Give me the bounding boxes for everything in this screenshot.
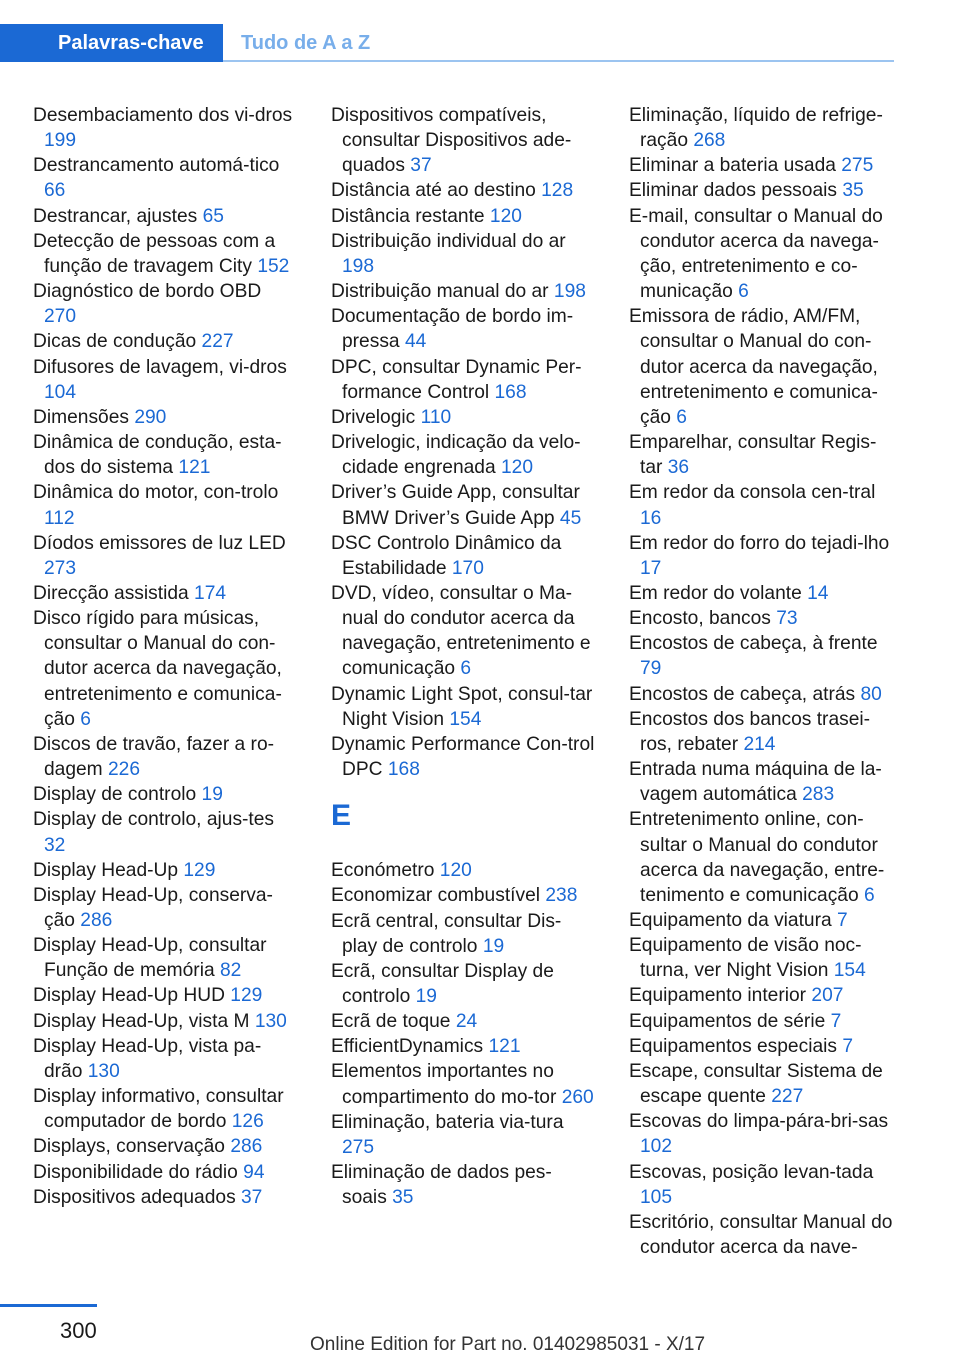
index-column-3: [629, 103, 897, 1260]
index-entry: [331, 1110, 596, 1160]
page-reference-link[interactable]: 24: [455, 1011, 478, 1033]
index-entry-term: Dynamic Light Spot, consul-tar Night Vision: [331, 683, 593, 730]
tab-a-to-z[interactable]: Tudo de A a Z: [241, 32, 371, 54]
index-entry-term: Ecrã central, consultar Dis-play de controlo: [331, 910, 562, 957]
index-entry: [629, 204, 897, 305]
index-entry: [33, 329, 298, 354]
page-reference-link[interactable]: 19: [415, 986, 437, 1007]
page-reference-link[interactable]: 35: [392, 1187, 414, 1209]
page-reference-link[interactable]: 104: [44, 381, 77, 403]
index-entry: [331, 682, 596, 732]
index-entry: [331, 1009, 596, 1034]
index-entry-term: Display Head-Up HUD: [33, 985, 225, 1007]
page-reference-link[interactable]: 286: [80, 910, 113, 931]
index-entry-term: Em redor da consola cen-tral: [629, 482, 876, 504]
index-entry-term: Equipamentos especiais: [629, 1035, 837, 1057]
page-reference-link[interactable]: 130: [254, 1010, 287, 1032]
page-reference-link[interactable]: 129: [183, 859, 216, 881]
page-reference-link[interactable]: 226: [108, 759, 141, 781]
section-letter-e: E: [331, 799, 352, 833]
index-entry-term: Displays, conservação: [33, 1136, 225, 1158]
index-entry: [331, 581, 596, 682]
page-reference-link[interactable]: 45: [559, 507, 582, 529]
page-reference-link[interactable]: 80: [860, 683, 882, 705]
index-entry: [629, 707, 897, 757]
index-entry-term: Dimensões: [33, 406, 129, 428]
index-entry: [33, 153, 298, 203]
tab-keywords[interactable]: Palavras-chave: [0, 24, 223, 62]
index-entry: [629, 178, 897, 203]
page-reference-link[interactable]: 44: [404, 331, 427, 353]
page-number-rule: [0, 1304, 97, 1307]
index-entry: [629, 581, 897, 606]
index-entry-term: Display Head-Up, vista M: [33, 1010, 250, 1032]
page-reference-link[interactable]: 73: [776, 608, 798, 630]
index-entry-term: Emparelhar, consultar Regis-tar: [629, 432, 877, 479]
page-reference-link[interactable]: 275: [342, 1136, 375, 1158]
page-reference-link[interactable]: 17: [640, 557, 662, 579]
index-entry-term: Eliminação, líquido de refrige-ração: [629, 105, 883, 152]
page-reference-link[interactable]: 94: [243, 1161, 265, 1183]
page-number: 300: [60, 1318, 97, 1343]
index-entry-term: Entretenimento online, con-sultar o Manual do condutor acerca da navegação, entre-tenimento e comunicação: [629, 809, 885, 906]
index-entry: [331, 304, 596, 354]
index-entry-term: Distribuição manual do ar: [331, 281, 549, 303]
index-entry: [629, 983, 897, 1008]
page-reference-link[interactable]: 174: [194, 582, 227, 604]
page-reference-link[interactable]: 260: [561, 1086, 594, 1108]
index-entry: [331, 204, 596, 229]
index-column-2: [331, 103, 596, 1210]
index-entry-term: Equipamento de visão noc-turna, ver Night Vision: [629, 935, 862, 982]
index-entry: [33, 204, 298, 229]
page-reference-link[interactable]: 14: [807, 582, 829, 604]
index-entry-term: Desembaciamento dos vi-dros: [33, 105, 293, 126]
index-entry-term: Dicas de condução: [33, 331, 197, 353]
index-entry-term: Destrancamento automá-tico: [33, 155, 280, 177]
index-entry-term: Eliminar a bateria usada: [629, 155, 836, 177]
index-entry-term: Difusores de lavagem, vi-dros: [33, 356, 287, 378]
index-entry: [33, 858, 298, 883]
index-entry-term: Encostos de cabeça, à frente: [629, 633, 878, 655]
page-reference-link[interactable]: 7: [830, 1010, 842, 1032]
index-entry-term: Encostos de cabeça, atrás: [629, 683, 856, 705]
index-entry: [33, 933, 298, 983]
index-entry: [33, 531, 298, 581]
index-entry: [33, 1034, 298, 1084]
index-entry-term: Direcção assistida: [33, 582, 189, 604]
page-reference-link[interactable]: 110: [420, 406, 452, 428]
index-entry-term: Eliminar dados pessoais: [629, 180, 837, 202]
page-reference-link[interactable]: 66: [44, 180, 66, 202]
page-reference-link[interactable]: 19: [201, 784, 223, 806]
index-entry-term: Emissora de rádio, AM/FM, consultar o Manual do con-dutor acerca da navegação, entretenimento e comunica-ção: [629, 306, 878, 428]
index-entry: [331, 732, 596, 782]
index-entry-term: Em redor do forro do tejadi-lho: [629, 532, 890, 554]
index-entry-term: Díodos emissores de luz LED: [33, 532, 286, 554]
index-entry: [629, 430, 897, 480]
index-entry: [629, 1210, 897, 1260]
page-reference-link[interactable]: 198: [342, 255, 375, 277]
index-entry-term: Em redor do volante: [629, 582, 802, 604]
index-entry: [33, 606, 298, 732]
index-entry: [33, 1009, 298, 1034]
index-entry-term: Escritório, consultar Manual do condutor acerca da nave-: [629, 1211, 893, 1259]
index-entry: [629, 153, 897, 178]
index-entry-term: Escape, consultar Sistema de escape quente: [629, 1060, 883, 1108]
index-entry-term: Dinâmica de condução, esta-dos do sistema: [33, 432, 282, 479]
page-reference-link[interactable]: 290: [134, 406, 167, 428]
page-reference-link[interactable]: 199: [44, 130, 77, 152]
index-entry: [331, 883, 596, 908]
index-entry-term: Display Head-Up, consultar Função de memória: [33, 935, 267, 982]
index-entry: [629, 682, 897, 707]
page-reference-link[interactable]: 283: [802, 784, 835, 806]
index-entry: [629, 480, 897, 530]
page-reference-link[interactable]: 170: [451, 557, 484, 579]
index-entry: [629, 531, 897, 581]
page-reference-link[interactable]: 286: [230, 1136, 263, 1158]
index-entry-term: Dispositivos adequados: [33, 1186, 236, 1208]
page-reference-link[interactable]: 126: [231, 1111, 264, 1133]
index-entry: [33, 430, 298, 480]
page-reference-link[interactable]: 128: [541, 180, 574, 202]
index-entry-term: Disponibilidade do rádio: [33, 1161, 238, 1183]
index-entry: [629, 1009, 897, 1034]
index-entry-term: Eliminação de dados pes-soais: [331, 1162, 552, 1209]
index-entry: [331, 531, 596, 581]
index-entry-term: EfficientDynamics: [331, 1036, 484, 1058]
index-entry: [629, 631, 897, 681]
index-column-1: [33, 103, 298, 1210]
page-reference-link[interactable]: 6: [676, 406, 687, 428]
index-entry: [331, 405, 596, 430]
index-entry: [331, 1034, 596, 1059]
page-reference-link[interactable]: 79: [640, 658, 662, 680]
header-tabs: [0, 0, 894, 62]
page-reference-link[interactable]: 168: [387, 759, 420, 781]
index-entry: [629, 908, 897, 933]
index-entry: [33, 807, 298, 857]
index-entry: [33, 405, 298, 430]
page-reference-link[interactable]: 154: [833, 960, 866, 982]
index-entry-term: Documentação de bordo im-pressa: [331, 306, 574, 353]
index-entry-term: Equipamento da viatura: [629, 910, 832, 931]
page-reference-link[interactable]: 121: [488, 1036, 521, 1058]
edition-footer: Online Edition for Part no. 01402985031 - X/17: [310, 1334, 706, 1355]
page-reference-link[interactable]: 65: [202, 205, 224, 227]
page-reference-link[interactable]: 152: [257, 255, 290, 277]
page-reference-link[interactable]: 129: [230, 985, 263, 1007]
index-entry: [629, 1109, 897, 1159]
page-reference-link[interactable]: 105: [640, 1186, 673, 1208]
index-entry-term: Detecção de pessoas com a função de travagem City: [33, 230, 276, 277]
page-reference-link[interactable]: 154: [449, 708, 482, 730]
index-entry: [629, 1160, 897, 1210]
index-entry-term: Dynamic Performance Con-trol DPC: [331, 733, 595, 781]
index-entry-term: Display de controlo: [33, 784, 197, 806]
index-entry-term: Display Head-Up: [33, 859, 179, 881]
index-entry: [629, 606, 897, 631]
page-reference-link[interactable]: 37: [410, 155, 432, 177]
index-entry-term: Display Head-Up, conserva-ção: [33, 884, 273, 931]
index-entry: [33, 1084, 298, 1134]
index-entry: [331, 355, 596, 405]
index-entry-term: DVD, vídeo, consultar o Ma-nual do condutor acerca da navegação, entretenimento e comunicação: [331, 582, 591, 680]
page-reference-link[interactable]: 35: [842, 180, 864, 202]
tab-divider-line: [223, 60, 894, 62]
index-entry: [33, 782, 298, 807]
index-entry: [331, 178, 596, 203]
index-entry-term: Eliminação, bateria via-tura: [331, 1111, 564, 1133]
index-entry: [331, 229, 596, 279]
page-reference-link[interactable]: 275: [841, 155, 874, 177]
index-entry: [33, 229, 298, 279]
index-entry: [331, 279, 596, 304]
index-entry-term: Encosto, bancos: [629, 608, 771, 630]
page-reference-link[interactable]: 268: [693, 130, 726, 152]
index-entry: [33, 355, 298, 405]
index-entry: [629, 1034, 897, 1059]
index-entry: [33, 983, 298, 1008]
index-entry-term: Equipamentos de série: [629, 1010, 826, 1032]
index-entry-term: Dispositivos compatíveis, consultar Dispositivos ade-quados: [331, 105, 572, 177]
index-entry: [33, 279, 298, 329]
index-entry: [33, 480, 298, 530]
index-entry: [331, 1059, 596, 1109]
index-entry-term: Driver’s Guide App, consultar BMW Driver’s Guide App: [331, 482, 580, 529]
page-reference-link[interactable]: 36: [667, 457, 690, 479]
index-entry: [331, 909, 596, 959]
index-column-2-e-entries: [331, 858, 596, 1210]
index-entry: [331, 103, 596, 178]
page-reference-link[interactable]: 7: [837, 910, 848, 931]
index-entry-term: Discos de travão, fazer a ro-dagem: [33, 733, 275, 781]
index-entry: [33, 1160, 298, 1185]
page-reference-link[interactable]: 207: [811, 985, 844, 1007]
page-reference-link[interactable]: 112: [44, 507, 75, 529]
index-entry: [629, 807, 897, 908]
index-entry-term: Display de controlo, ajus-tes: [33, 809, 275, 831]
page-reference-link[interactable]: 6: [738, 281, 749, 303]
index-entry: [33, 1185, 298, 1210]
index-entry: [629, 757, 897, 807]
page-reference-link[interactable]: 6: [460, 658, 472, 680]
page-reference-link[interactable]: 120: [489, 205, 522, 227]
index-entry-term: Ecrã, consultar Display de controlo: [331, 960, 554, 1007]
index-entry-term: Económetro: [331, 860, 435, 882]
index-entry-term: Drivelogic: [331, 406, 416, 428]
index-entry: [33, 1134, 298, 1159]
index-entry-term: Escovas do limpa-pára-bri-sas: [629, 1111, 889, 1133]
page-reference-link[interactable]: 6: [864, 884, 875, 906]
page-reference-link[interactable]: 82: [219, 960, 242, 982]
page-reference-link[interactable]: 198: [553, 281, 586, 303]
index-entry-term: Disco rígido para músicas, consultar o Manual do con-dutor acerca da navegação, entretenimento e comunica-ção: [33, 608, 282, 730]
index-entry-term: Entrada numa máquina de la-vagem automática: [629, 759, 882, 806]
index-entry-term: Economizar combustível: [331, 885, 541, 907]
page-reference-link[interactable]: 238: [545, 885, 578, 907]
page-reference-link[interactable]: 120: [500, 457, 533, 479]
index-entry-term: Dinâmica do motor, con-trolo: [33, 482, 279, 504]
page-reference-link[interactable]: 214: [743, 733, 776, 755]
page-reference-link[interactable]: 121: [178, 457, 211, 479]
index-entry-term: Display Head-Up, vista pa-drão: [33, 1035, 262, 1082]
index-entry-term: E-mail, consultar o Manual do condutor acerca da navega-ção, entretenimento e co-municação: [629, 205, 883, 303]
page-reference-link[interactable]: 273: [44, 557, 77, 579]
page-reference-link[interactable]: 6: [80, 708, 91, 730]
index-entry: [331, 480, 596, 530]
index-entry-term: Encostos dos bancos trasei-ros, rebater: [629, 708, 871, 755]
index-entry-term: Escovas, posição levan-tada: [629, 1161, 874, 1183]
page-reference-link[interactable]: 7: [842, 1035, 854, 1057]
index-entry: [629, 933, 897, 983]
index-entry: [33, 883, 298, 933]
page-reference-link[interactable]: 227: [771, 1086, 804, 1108]
page-reference-link[interactable]: 37: [241, 1186, 263, 1208]
index-entry-term: Destrancar, ajustes: [33, 205, 198, 227]
page-reference-link[interactable]: 168: [494, 381, 527, 403]
index-entry-term: Ecrã de toque: [331, 1011, 451, 1033]
page-reference-link[interactable]: 270: [44, 306, 77, 328]
index-entry: [331, 959, 596, 1009]
page-reference-link[interactable]: 16: [640, 507, 662, 529]
index-entry-term: DSC Controlo Dinâmico da Estabilidade: [331, 532, 562, 579]
index-entry: [33, 581, 298, 606]
index-entry-term: Distribuição individual do ar: [331, 230, 566, 252]
index-entry-term: Display informativo, consultar computador de bordo: [33, 1086, 284, 1133]
index-entry: [629, 103, 897, 153]
index-entry: [331, 1160, 596, 1210]
page-reference-link[interactable]: 120: [439, 860, 472, 882]
index-entry-term: Distância restante: [331, 205, 485, 227]
index-entry-term: Equipamento interior: [629, 985, 807, 1007]
page-reference-link[interactable]: 130: [87, 1060, 120, 1082]
index-entry-term: Elementos importantes no compartimento do mo-tor: [331, 1061, 557, 1108]
index-entry: [331, 858, 596, 883]
index-entry-term: Diagnóstico de bordo OBD: [33, 281, 262, 303]
index-entry-term: Drivelogic, indicação da velo-cidade engrenada: [331, 432, 581, 479]
index-entry: [629, 1059, 897, 1109]
page-reference-link[interactable]: 32: [44, 834, 66, 856]
index-entry: [331, 430, 596, 480]
index-entry: [629, 304, 897, 430]
page-reference-link[interactable]: 102: [640, 1136, 673, 1158]
index-entry: [33, 103, 298, 153]
index-entry-term: DPC, consultar Dynamic Per-formance Control: [331, 356, 582, 403]
page-reference-link[interactable]: 19: [482, 935, 505, 957]
index-entry-term: Distância até ao destino: [331, 180, 536, 202]
index-column-2-d-entries: [331, 103, 596, 782]
page-reference-link[interactable]: 227: [201, 331, 234, 353]
index-entry: [33, 732, 298, 782]
